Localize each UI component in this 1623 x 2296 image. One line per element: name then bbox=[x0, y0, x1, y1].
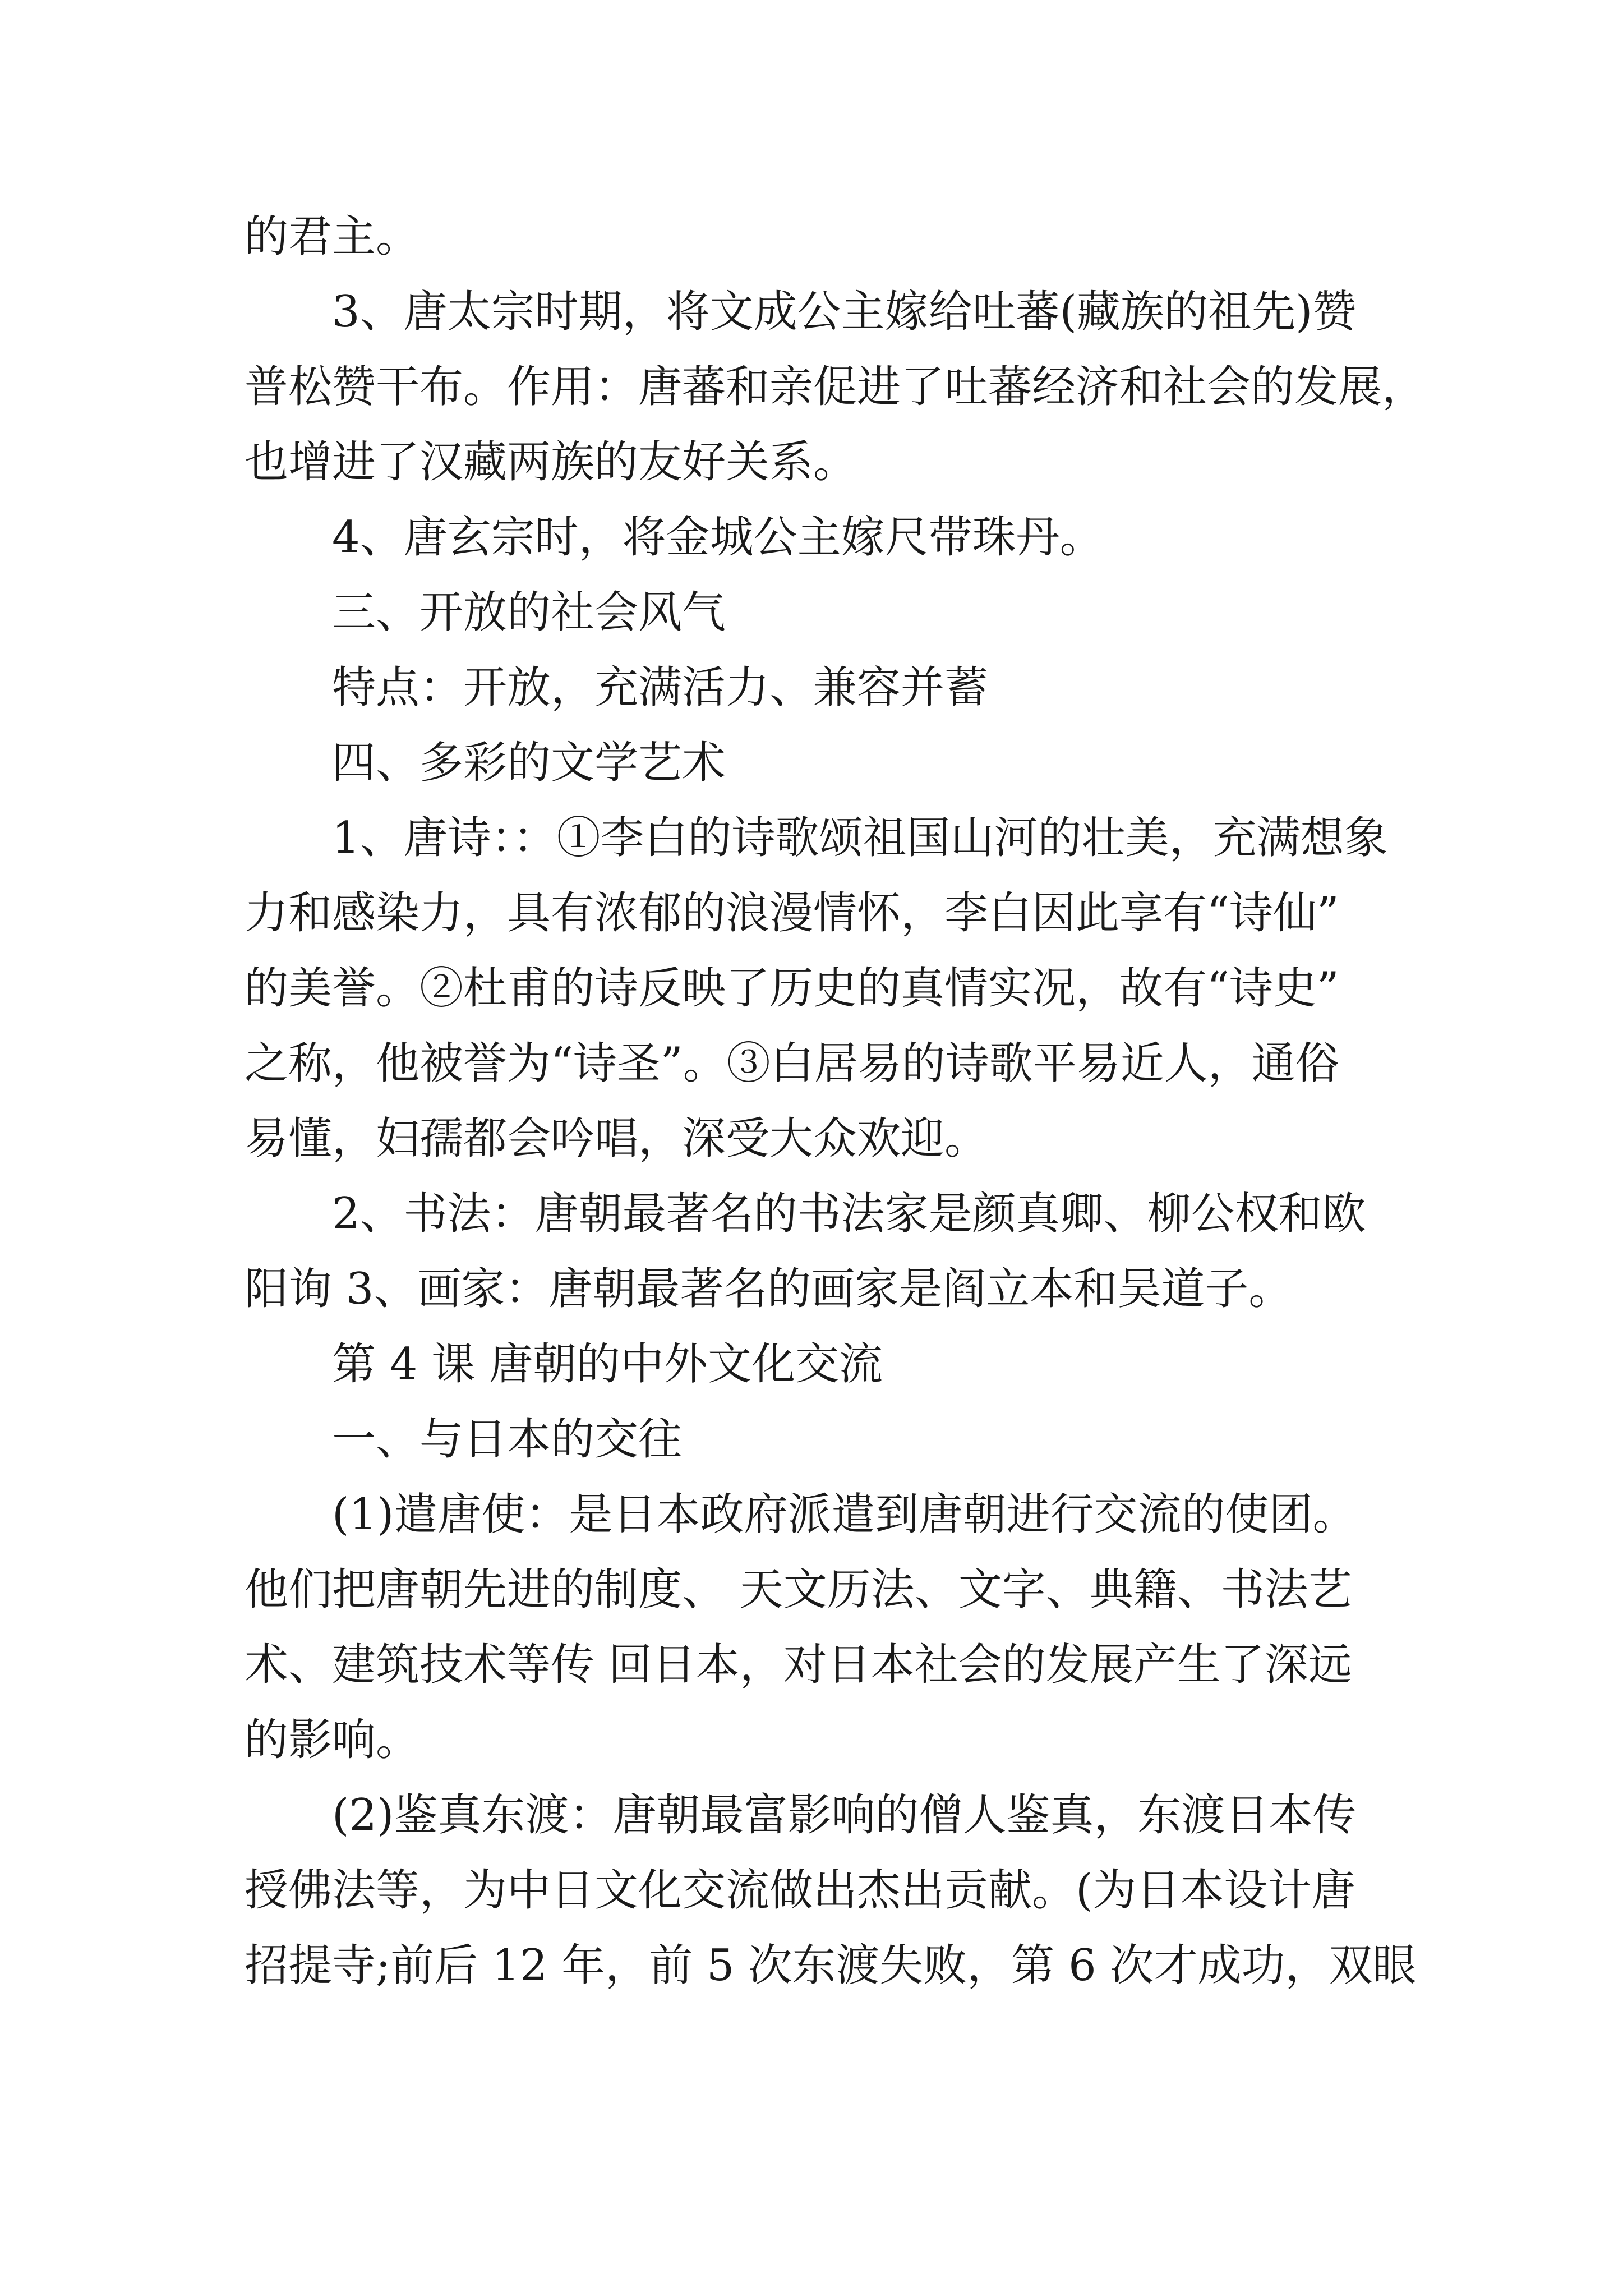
text-line: 第 4 课 唐朝的中外文化交流 bbox=[332, 1339, 883, 1389]
text-line: (1)遣唐使：是日本政府派遣到唐朝进行交流的使团。 bbox=[332, 1489, 1357, 1540]
text-line: 普松赞干布。作用：唐蕃和亲促进了吐蕃经济和社会的发展， bbox=[245, 362, 1426, 412]
document-body bbox=[245, 199, 1426, 2003]
text-line: 力和感染力，具有浓郁的浪漫情怀，李白因此享有“诗仙” bbox=[245, 888, 1339, 938]
text-line: 的君主。 bbox=[245, 211, 420, 262]
text-line: 的美誉。②杜甫的诗反映了历史的真情实况，故有“诗史” bbox=[245, 963, 1339, 1014]
text-line: 4、唐玄宗时，将金城公主嫁尺带珠丹。 bbox=[332, 512, 1104, 563]
text-line: 三、开放的社会风气 bbox=[332, 587, 726, 638]
text-line: 他们把唐朝先进的制度、 天文历法、文字、典籍、书法艺 bbox=[245, 1565, 1352, 1615]
text-line: 2、书法：唐朝最著名的书法家是颜真卿、柳公权和欧 bbox=[332, 1189, 1366, 1239]
text-line: 招提寺;前后 12 年，前 5 次东渡失败，第 6 次才成功，双眼 bbox=[245, 1940, 1417, 1991]
text-line: (2)鉴真东渡：唐朝最富影响的僧人鉴真，东渡日本传 bbox=[332, 1790, 1357, 1841]
text-line: 3、唐太宗时期，将文成公主嫁给吐蕃(藏族的祖先)赞 bbox=[332, 287, 1357, 337]
text-line: 1、唐诗：：①李白的诗歌颂祖国山河的壮美，充满想象 bbox=[332, 813, 1388, 863]
text-line: 授佛法等，为中日文化交流做出杰出贡献。(为日本设计唐 bbox=[245, 1865, 1355, 1916]
text-line: 特点：开放，充满活力、兼容并蓄 bbox=[332, 662, 989, 713]
text-line: 之称，他被誉为“诗圣”。③白居易的诗歌平易近人，通俗 bbox=[245, 1038, 1339, 1089]
text-line: 的影响。 bbox=[245, 1715, 420, 1765]
text-line: 也增进了汉藏两族的友好关系。 bbox=[245, 437, 857, 487]
text-line: 术、建筑技术等传 回日本，对日本社会的发展产生了深远 bbox=[245, 1640, 1352, 1690]
text-line: 一、与日本的交往 bbox=[332, 1414, 683, 1465]
text-line: 易懂，妇孺都会吟唱，深受大众欢迎。 bbox=[245, 1114, 989, 1164]
text-line: 阳询 3、画家：唐朝最著名的画家是阎立本和吴道子。 bbox=[245, 1264, 1293, 1314]
text-line: 四、多彩的文学艺术 bbox=[332, 738, 726, 788]
